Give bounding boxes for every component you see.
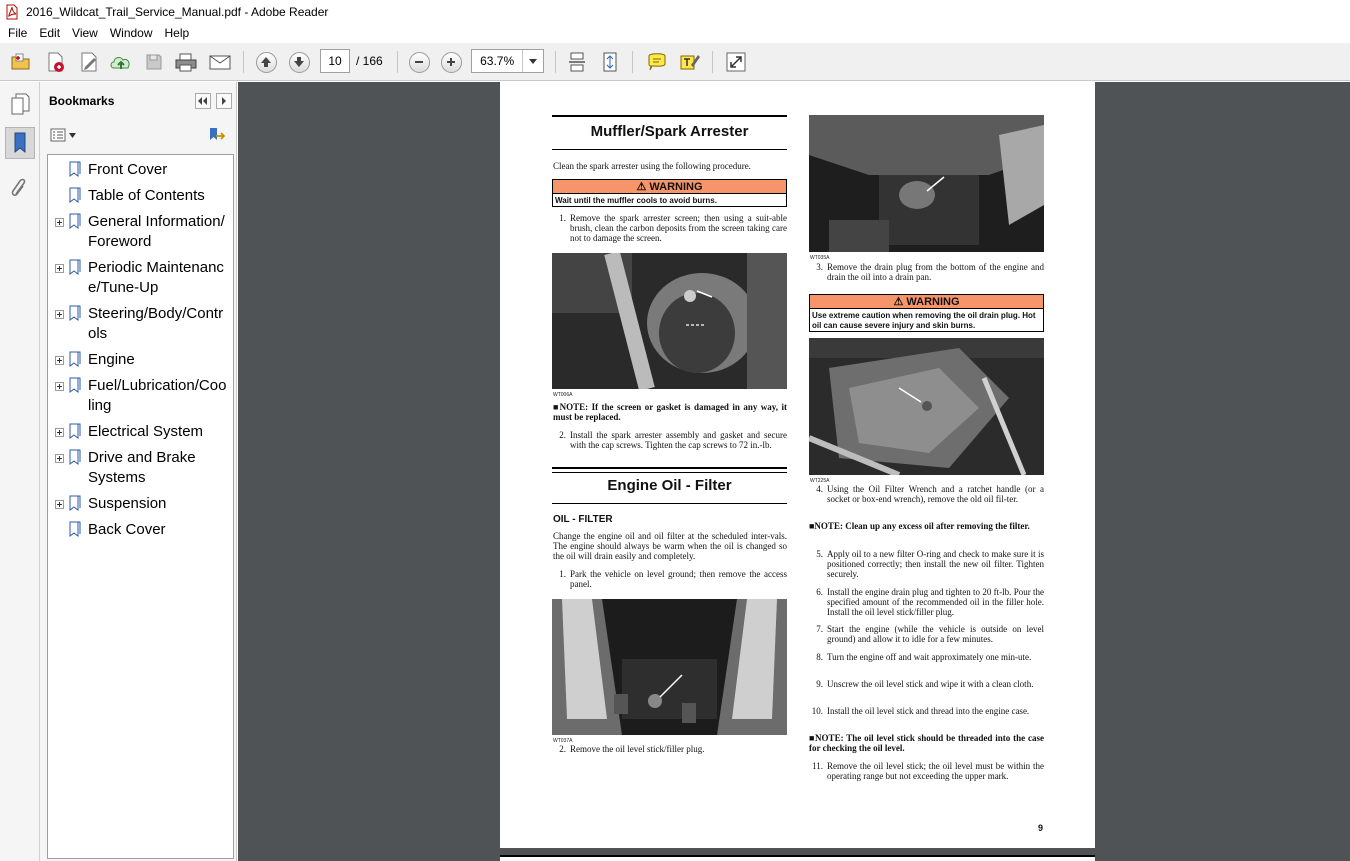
step-text: Remove the oil level stick; the oil level must be within the operating range but not exceeding the upper mark. [827, 761, 1044, 781]
zoom-out-button[interactable] [406, 49, 432, 75]
section-title: Engine Oil - Filter [607, 477, 732, 494]
next-page-button[interactable] [286, 49, 312, 75]
step-number: 3. [816, 262, 823, 272]
next-pdf-page [500, 855, 1095, 861]
note-text: ■NOTE: The oil level stick should be threaded into the case for checking the oil level. [809, 733, 1044, 753]
bookmark-label[interactable]: Fuel/Lubrication/Cooling [88, 377, 227, 414]
toolbar [0, 43, 1350, 81]
step-text: Remove the spark arrester screen; then using a suit-able brush, clean the carbon deposits from the screen taking care not to damage the screen. [570, 213, 787, 243]
open-folder-icon [10, 51, 32, 73]
cloud-upload-button[interactable] [108, 49, 134, 75]
step-number: 7. [816, 624, 823, 634]
section-rule [552, 467, 787, 469]
paperclip-icon [10, 176, 30, 200]
bookmark-item[interactable] [48, 492, 233, 518]
window-title: 2016_Wildcat_Trail_Service_Manual.pdf - Adobe Reader [26, 4, 329, 19]
bookmark-label[interactable]: Back Cover [88, 521, 166, 538]
options-list-icon [50, 128, 66, 142]
procedure-step [809, 484, 1044, 504]
bookmark-label[interactable]: Front Cover [88, 161, 168, 178]
bookmark-icon [69, 377, 81, 393]
zoom-dropdown-arrow[interactable] [523, 59, 543, 64]
attachments-button[interactable] [5, 172, 35, 204]
procedure-step [809, 549, 1044, 579]
step-text: Unscrew the oil level stick and wipe it with a clean cloth. [827, 679, 1034, 689]
step-number: 5. [816, 549, 823, 559]
bookmark-label[interactable]: Steering/Body/Controls [88, 305, 224, 342]
photo-oil-filter [809, 338, 1044, 475]
procedure-step [809, 587, 1044, 617]
expand-toggle-icon[interactable] [55, 428, 64, 437]
expand-icon [725, 51, 747, 73]
bookmark-item[interactable] [48, 256, 233, 302]
subsection-title: OIL - FILTER [553, 514, 613, 525]
plus-icon [445, 56, 457, 68]
step-text: Remove the drain plug from the bottom of the engine and drain the oil into a drain pan. [827, 262, 1044, 282]
page-number: 9 [1038, 823, 1044, 833]
step-number: 10. [811, 706, 823, 716]
step-text: Install the oil level stick and thread into the engine case. [827, 706, 1030, 716]
document-view[interactable] [238, 82, 1350, 861]
step-number: 1. [559, 569, 566, 579]
bookmark-icon [69, 521, 81, 537]
warning-triangle-icon: ⚠ [636, 181, 647, 193]
bookmarks-panel [40, 82, 237, 861]
bookmark-item[interactable] [48, 374, 233, 420]
menu-edit[interactable]: Edit [39, 26, 61, 40]
step-number: 4. [816, 484, 823, 494]
bookmark-item[interactable] [48, 446, 233, 492]
toolbar-separator [397, 51, 398, 73]
expand-toggle-icon[interactable] [55, 454, 64, 463]
drain-plug-photo-illustration [809, 115, 1044, 252]
intro-paragraph: Clean the spark arrester using the following procedure. [553, 161, 751, 171]
bookmark-item[interactable] [48, 518, 233, 544]
bookmark-icon [69, 449, 81, 465]
expand-toggle-icon[interactable] [55, 218, 64, 227]
step-number: 11. [812, 761, 823, 771]
procedure-step [809, 262, 1044, 282]
create-pdf-button[interactable] [42, 49, 68, 75]
bookmark-icon [69, 187, 81, 203]
toolbar-separator [243, 51, 244, 73]
warning-box [809, 294, 1044, 332]
highlighter-icon [679, 51, 701, 73]
expand-bookmark-button[interactable] [207, 126, 225, 147]
navigation-pane-strip [0, 82, 40, 861]
bookmark-item[interactable] [48, 184, 233, 210]
double-chevron-left-icon [198, 97, 208, 105]
step-text: Start the engine (while the vehicle is outside on level ground) and allow it to idle for a few minutes. [827, 624, 1044, 644]
chevron-down-icon [529, 59, 537, 64]
bookmark-icon [69, 495, 81, 511]
zoom-select[interactable] [471, 49, 544, 73]
bookmark-label[interactable]: General Information/Foreword [88, 213, 225, 250]
page-top-rule [500, 855, 1095, 857]
section-rule [552, 472, 787, 473]
warning-label: WARNING [649, 181, 703, 193]
step-number: 1. [559, 213, 566, 223]
photo-caption: WT006A [553, 392, 573, 398]
bookmark-icon [69, 305, 81, 321]
procedure-step [552, 213, 787, 243]
warning-text: Wait until the muffler cools to avoid burns. [555, 196, 717, 205]
procedure-step [809, 679, 1044, 689]
step-text: Park the vehicle on level ground; then remove the access panel. [570, 569, 787, 589]
save-button[interactable] [141, 49, 167, 75]
photo-spark-arrester [552, 253, 787, 389]
menu-view[interactable]: View [72, 26, 98, 40]
procedure-step [809, 624, 1044, 644]
step-text: Turn the engine off and wait approximately one min-ute. [827, 652, 1032, 662]
printer-icon [174, 51, 198, 73]
fit-page-button[interactable] [597, 49, 623, 75]
step-text: Using the Oil Filter Wrench and a ratchet handle (or a socket or box-end wrench), remove the old oil fil-ter. [827, 484, 1044, 504]
photo-caption: WT035A [810, 255, 830, 261]
bookmark-ribbon-icon [12, 131, 28, 155]
muffler-photo-illustration [552, 253, 787, 389]
bookmark-label[interactable]: Periodic Maintenance/Tune-Up [88, 259, 224, 296]
fit-page-icon [600, 51, 620, 73]
chevron-down-icon [69, 133, 76, 138]
minus-icon [413, 56, 425, 68]
bookmark-item[interactable] [48, 348, 233, 374]
expand-toggle-icon[interactable] [55, 356, 64, 365]
previous-page-button[interactable] [253, 49, 279, 75]
note-text: ■NOTE: If the screen or gasket is damaged in any way, it must be replaced. [553, 402, 787, 422]
step-number: 9. [816, 679, 823, 689]
arrow-down-icon [293, 56, 305, 68]
edit-pdf-button[interactable] [76, 49, 102, 75]
step-text: Install the spark arrester assembly and gasket and secure with the cap screws. Tighten the cap screws to 72 in.-lb. [570, 430, 787, 450]
menu-window[interactable]: Window [109, 26, 153, 40]
step-text: Install the engine drain plug and tighten to 20 ft-lb. Pour the specified amount of the recommended oil in the filler hole. Install the oil level stick/filler plug. [827, 587, 1044, 617]
procedure-step [552, 744, 787, 754]
expand-panel-button[interactable] [216, 93, 232, 109]
menu-help[interactable]: Help [164, 26, 190, 40]
collapse-panel-button[interactable] [195, 93, 211, 109]
envelope-icon [208, 52, 232, 72]
expand-toggle-icon[interactable] [55, 382, 64, 391]
bookmark-item[interactable] [48, 302, 233, 348]
bookmark-icon [69, 161, 81, 177]
step-number: 6. [816, 587, 823, 597]
warning-header [553, 180, 786, 194]
title-bar [0, 0, 1350, 23]
bookmarks-title: Bookmarks [49, 94, 115, 108]
expand-toggle-icon[interactable] [55, 310, 64, 319]
procedure-step [809, 761, 1044, 781]
step-number: 8. [816, 652, 823, 662]
scrolling-mode-button[interactable] [564, 49, 590, 75]
menu-bar [0, 23, 1350, 43]
expand-toggle-icon[interactable] [55, 264, 64, 273]
bookmark-icon [69, 259, 81, 275]
zoom-value: 63.7% [472, 50, 523, 72]
page-number-input[interactable] [320, 49, 350, 73]
step-number: 2. [559, 744, 566, 754]
bookmarks-toolbar [40, 120, 237, 152]
toolbar-separator [632, 51, 633, 73]
section-rule [552, 503, 787, 504]
oil-filter-photo-illustration [809, 338, 1044, 475]
bookmark-search-icon [207, 126, 225, 144]
step-text: Remove the oil level stick/filler plug. [570, 744, 705, 754]
procedure-step [552, 569, 787, 589]
warning-box [552, 179, 787, 207]
procedure-step [809, 652, 1044, 662]
email-button[interactable] [207, 49, 233, 75]
warning-triangle-icon: ⚠ [893, 296, 904, 308]
bookmark-label[interactable]: Suspension [88, 495, 167, 512]
section-rule [552, 149, 787, 150]
zoom-in-button[interactable] [438, 49, 464, 75]
note-text: ■NOTE: Clean up any excess oil after removing the filter. [809, 521, 1030, 531]
warning-text: Use extreme caution when removing the oil drain plug. Hot oil can cause severe injury and skin burns. [812, 311, 1036, 330]
page-scroll-icon [567, 51, 587, 73]
bookmarks-header [40, 82, 237, 120]
toolbar-separator [712, 51, 713, 73]
comment-button[interactable] [644, 49, 670, 75]
warning-label: WARNING [906, 296, 960, 308]
step-number: 2. [559, 430, 566, 440]
bookmarks-list [47, 154, 234, 859]
print-button[interactable] [173, 49, 199, 75]
step-text: Apply oil to a new filter O-ring and check to make sure it is positioned correctly; then install the new oil filter. Tighten securely. [827, 549, 1044, 579]
bookmark-options-button[interactable] [50, 128, 76, 142]
highlight-text-button[interactable] [677, 49, 703, 75]
access-panel-photo-illustration [552, 599, 787, 735]
oil-intro-paragraph: Change the engine oil and oil filter at the scheduled inter-vals. The engine should always be warm when the oil is changed so the oil will drain easily and completely. [553, 531, 787, 561]
section-rule [552, 115, 787, 117]
open-file-button[interactable] [8, 49, 34, 75]
procedure-step [552, 430, 787, 450]
warning-header [810, 295, 1043, 309]
save-icon [144, 52, 164, 72]
arrow-up-icon [260, 56, 272, 68]
expand-toggle-icon[interactable] [55, 500, 64, 509]
chevron-right-icon [221, 97, 227, 105]
full-screen-button[interactable] [723, 49, 749, 75]
pdf-page [500, 82, 1095, 848]
page-total-label: / 166 [356, 54, 383, 68]
bookmark-label[interactable]: Engine [88, 351, 135, 368]
photo-access-panel [552, 599, 787, 735]
pdf-app-icon [4, 4, 20, 20]
bookmark-item[interactable] [48, 210, 233, 256]
photo-caption: WT037A [553, 738, 573, 744]
bookmark-label[interactable]: Electrical System [88, 423, 204, 440]
bookmark-item[interactable] [48, 420, 233, 446]
page-thumbnails-icon [9, 92, 31, 116]
create-pdf-icon [44, 51, 66, 73]
bookmark-icon [69, 423, 81, 439]
photo-caption: WT225A [810, 478, 830, 484]
bookmarks-tab-button[interactable] [5, 127, 35, 159]
toolbar-separator [555, 51, 556, 73]
menu-file[interactable]: File [8, 26, 28, 40]
bookmark-label[interactable]: Drive and Brake Systems [88, 449, 196, 486]
photo-drain-plug [809, 115, 1044, 252]
bookmark-item[interactable] [48, 158, 233, 184]
edit-document-icon [78, 51, 100, 73]
page-thumbnails-button[interactable] [5, 88, 35, 120]
procedure-step [809, 706, 1044, 716]
bookmark-icon [69, 351, 81, 367]
speech-bubble-icon [646, 51, 668, 73]
bookmark-icon [69, 213, 81, 229]
cloud-upload-icon [109, 51, 133, 73]
bookmark-label[interactable]: Table of Contents [88, 187, 205, 204]
section-title: Muffler/Spark Arrester [590, 123, 749, 140]
